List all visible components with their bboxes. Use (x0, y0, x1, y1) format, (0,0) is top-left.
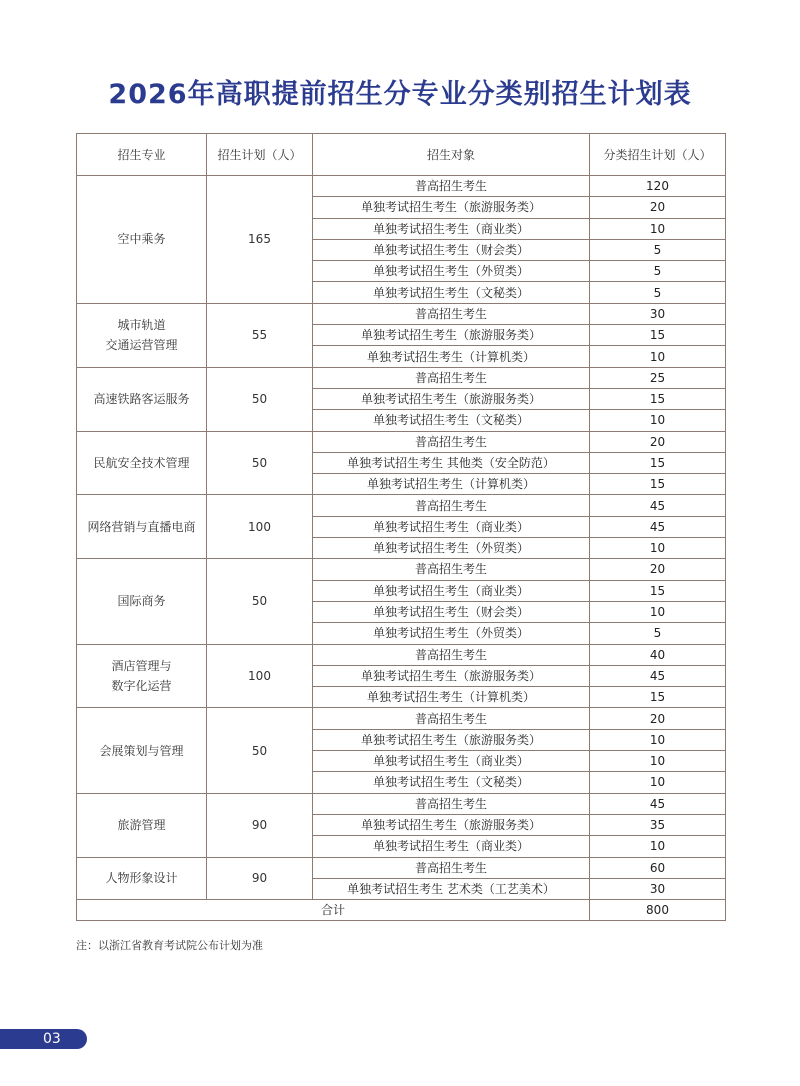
target-cell: 普高招生考生 (313, 495, 590, 516)
target-cell: 单独考试招生考生（商业类） (313, 218, 590, 239)
target-cell: 单独考试招生考生（文秘类） (313, 772, 590, 793)
major-plan-cell: 50 (207, 431, 313, 495)
major-name-cell: 高速铁路客运服务 (77, 367, 207, 431)
target-cell: 单独考试招生考生（计算机类） (313, 346, 590, 367)
target-cell: 单独考试招生考生（外贸类） (313, 623, 590, 644)
sub-plan-cell: 45 (590, 665, 726, 686)
target-cell: 单独考试招生考生（文秘类） (313, 282, 590, 303)
sub-plan-cell: 15 (590, 474, 726, 495)
sub-plan-cell: 15 (590, 580, 726, 601)
sub-plan-cell: 30 (590, 303, 726, 324)
major-plan-cell: 100 (207, 644, 313, 708)
sub-plan-cell: 10 (590, 836, 726, 857)
major-name-cell: 旅游管理 (77, 793, 207, 857)
target-cell: 普高招生考生 (313, 857, 590, 878)
target-cell: 单独考试招生考生 艺术类（工艺美术） (313, 878, 590, 899)
target-cell: 单独考试招生考生（旅游服务类） (313, 729, 590, 750)
sub-plan-cell: 20 (590, 197, 726, 218)
target-cell: 单独考试招生考生 其他类（安全防范） (313, 452, 590, 473)
major-name-line: 数字化运营 (111, 678, 172, 693)
header-sub-plan: 分类招生计划（人） (590, 134, 726, 176)
major-name-line: 交通运营管理 (105, 338, 178, 353)
major-name-cell (77, 303, 207, 367)
target-cell: 普高招生考生 (313, 303, 590, 324)
target-cell: 单独考试招生考生（财会类） (313, 239, 590, 260)
target-cell: 普高招生考生 (313, 644, 590, 665)
target-cell: 单独考试招生考生（商业类） (313, 836, 590, 857)
major-plan-cell: 50 (207, 708, 313, 793)
table-row (77, 559, 726, 580)
sub-plan-cell: 40 (590, 644, 726, 665)
sub-plan-cell: 5 (590, 623, 726, 644)
table-header-row (77, 134, 726, 176)
target-cell: 单独考试招生考生（旅游服务类） (313, 197, 590, 218)
sub-plan-cell: 45 (590, 793, 726, 814)
sub-plan-cell: 5 (590, 239, 726, 260)
sub-plan-cell: 5 (590, 282, 726, 303)
target-cell: 单独考试招生考生（旅游服务类） (313, 325, 590, 346)
table-row (77, 431, 726, 452)
table-row (77, 644, 726, 665)
total-value: 800 (590, 900, 726, 921)
sub-plan-cell: 35 (590, 814, 726, 835)
target-cell: 单独考试招生考生（商业类） (313, 580, 590, 601)
table-row (77, 708, 726, 729)
sub-plan-cell: 10 (590, 772, 726, 793)
target-cell: 单独考试招生考生（外贸类） (313, 261, 590, 282)
sub-plan-cell: 10 (590, 346, 726, 367)
target-cell: 单独考试招生考生（商业类） (313, 751, 590, 772)
sub-plan-cell: 20 (590, 431, 726, 452)
target-cell: 普高招生考生 (313, 793, 590, 814)
target-cell: 普高招生考生 (313, 431, 590, 452)
major-plan-cell: 100 (207, 495, 313, 559)
sub-plan-cell: 25 (590, 367, 726, 388)
major-name-cell: 人物形象设计 (77, 857, 207, 900)
sub-plan-cell: 10 (590, 729, 726, 750)
target-cell: 单独考试招生考生（财会类） (313, 601, 590, 622)
sub-plan-cell: 45 (590, 495, 726, 516)
major-plan-cell: 55 (207, 303, 313, 367)
table-row (77, 303, 726, 324)
major-name-cell: 网络营销与直播电商 (77, 495, 207, 559)
major-plan-cell: 90 (207, 857, 313, 900)
sub-plan-cell: 10 (590, 751, 726, 772)
sub-plan-cell: 45 (590, 516, 726, 537)
header-major: 招生专业 (77, 134, 207, 176)
major-name-line: 城市轨道 (117, 318, 166, 333)
sub-plan-cell: 30 (590, 878, 726, 899)
page-title: 2026年高职提前招生分专业分类别招生计划表 (108, 79, 692, 110)
header-plan: 招生计划（人） (207, 134, 313, 176)
major-plan-cell: 165 (207, 176, 313, 304)
table-row (77, 367, 726, 388)
target-cell: 单独考试招生考生（计算机类） (313, 474, 590, 495)
page-number-tab (0, 1029, 87, 1049)
sub-plan-cell: 20 (590, 559, 726, 580)
target-cell: 单独考试招生考生（商业类） (313, 516, 590, 537)
table-body (77, 176, 726, 921)
total-row (77, 900, 726, 921)
major-name-cell: 空中乘务 (77, 176, 207, 304)
sub-plan-cell: 5 (590, 261, 726, 282)
header-target: 招生对象 (313, 134, 590, 176)
table-row (77, 176, 726, 197)
sub-plan-cell: 15 (590, 687, 726, 708)
page-number: 03 (43, 1031, 61, 1047)
target-cell: 普高招生考生 (313, 559, 590, 580)
major-name-cell: 民航安全技术管理 (77, 431, 207, 495)
major-name-cell: 国际商务 (77, 559, 207, 644)
sub-plan-cell: 15 (590, 452, 726, 473)
sub-plan-cell: 15 (590, 388, 726, 409)
footnote: 注：以浙江省教育考试院公布计划为准 (76, 939, 263, 952)
target-cell: 单独考试招生考生（旅游服务类） (313, 388, 590, 409)
sub-plan-cell: 15 (590, 325, 726, 346)
enrollment-plan-table (76, 133, 726, 921)
sub-plan-cell: 20 (590, 708, 726, 729)
table-row (77, 495, 726, 516)
major-plan-cell: 90 (207, 793, 313, 857)
major-name-cell (77, 644, 207, 708)
target-cell: 普高招生考生 (313, 708, 590, 729)
target-cell: 单独考试招生考生（旅游服务类） (313, 814, 590, 835)
sub-plan-cell: 10 (590, 601, 726, 622)
major-plan-cell: 50 (207, 367, 313, 431)
sub-plan-cell: 120 (590, 176, 726, 197)
major-name-line: 酒店管理与 (111, 658, 172, 673)
target-cell: 单独考试招生考生（计算机类） (313, 687, 590, 708)
sub-plan-cell: 60 (590, 857, 726, 878)
sub-plan-cell: 10 (590, 538, 726, 559)
total-label: 合计 (77, 900, 590, 921)
target-cell: 普高招生考生 (313, 176, 590, 197)
major-name-cell: 会展策划与管理 (77, 708, 207, 793)
table-row (77, 857, 726, 878)
target-cell: 单独考试招生考生（文秘类） (313, 410, 590, 431)
target-cell: 单独考试招生考生（外贸类） (313, 538, 590, 559)
sub-plan-cell: 10 (590, 410, 726, 431)
sub-plan-cell: 10 (590, 218, 726, 239)
major-plan-cell: 50 (207, 559, 313, 644)
table-row (77, 793, 726, 814)
target-cell: 单独考试招生考生（旅游服务类） (313, 665, 590, 686)
target-cell: 普高招生考生 (313, 367, 590, 388)
